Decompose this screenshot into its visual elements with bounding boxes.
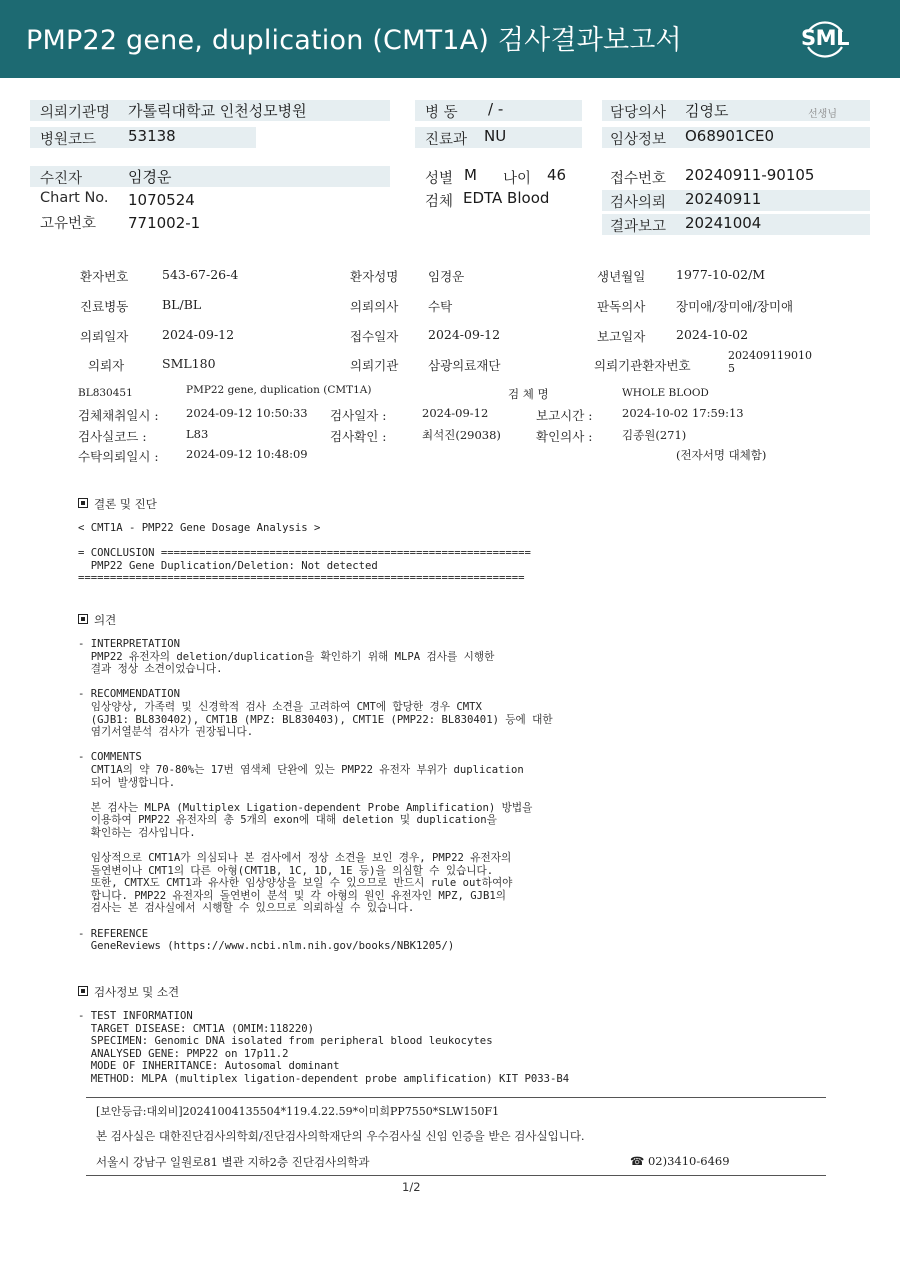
result-label: 결과보고 (610, 219, 667, 235)
specimen-name-label: 검 체 명 (508, 387, 549, 401)
report-req-org-label: 의뢰기관 (350, 358, 399, 373)
sml-logo (800, 14, 850, 64)
square-bullet-icon (78, 498, 88, 508)
report-requester: SML180 (162, 356, 216, 371)
report-birth: 1977-10-02/M (676, 267, 766, 282)
lab-code: L83 (186, 427, 209, 441)
report-patient-name-label: 환자성명 (350, 269, 399, 284)
doctor-value: 김영도 (685, 102, 729, 120)
logo-text: SML (801, 26, 849, 50)
test-confirm-label: 검사확인 : (330, 429, 387, 444)
hospcode-label: 병원코드 (40, 132, 97, 148)
dept-label: 진료과 (425, 132, 468, 148)
report-req-doctor: 수탁 (428, 299, 453, 314)
hospital-label: 의뢰기관명 (40, 105, 111, 121)
chart-value: 1070524 (128, 191, 195, 209)
report-ward-label: 진료병동 (80, 299, 129, 314)
test-date: 2024-09-12 (422, 406, 489, 420)
report-patient-no: 543-67-26-4 (162, 267, 239, 282)
report-receipt-date-label: 접수일자 (350, 329, 399, 344)
lab-code-label: 검사실코드 : (78, 429, 147, 444)
ward-value: / - (488, 100, 504, 118)
report-patient-name: 임경운 (428, 269, 465, 284)
report-req-date: 2024-09-12 (162, 327, 235, 342)
sex-value: M (464, 166, 477, 184)
test-code: BL830451 (78, 387, 133, 399)
section-conclusion-heading (78, 496, 157, 512)
clinical-label: 임상정보 (610, 132, 667, 148)
report-org-patient-no-tail: 5 (728, 362, 735, 375)
report-reader: 장미애/장미애/장미애 (676, 299, 794, 314)
clinical-value: O68901CE0 (685, 127, 775, 145)
footer-bottom-divider (86, 1175, 826, 1176)
report-report-date-label: 보고일자 (597, 329, 646, 344)
hospital-value: 가톨릭대학교 인천성모병원 (128, 102, 307, 120)
specimen-value: EDTA Blood (463, 189, 550, 207)
confirm-doctor-label: 확인의사 : (536, 429, 593, 444)
uid-label: 고유번호 (40, 216, 97, 232)
test-date-label: 검사일자 : (330, 408, 387, 423)
page-title: PMP22 gene, duplication (CMT1A) 검사결과보고서 (26, 25, 682, 56)
report-req-org: 삼광의료재단 (428, 358, 501, 373)
section-testinfo-body: - TEST INFORMATION TARGET DISEASE: CMT1A (OMIM:118220) SPECIMEN: Genomic DNA isolated from peripheral blood leukocytes ANALYSED GENE: PMP22 on 17p11.2 MODE OF INHERITANCE: Autosomal dominant METHOD: MLPA (multiplex ligation-dependent probe amplification) KIT P033-B4 (78, 1010, 570, 1085)
section-opinion-title: 의견 (94, 613, 117, 627)
certification-text: 본 검사실은 대한진단검사의학회/진단검사의학재단의 우수검사실 신임 인증을 받은 검사실입니다. (96, 1129, 585, 1143)
section-conclusion-body: < CMT1A - PMP22 Gene Dosage Analysis > = CONCLUSION ========================================================== PMP22 Gene Duplication/Deletion: Not detected ====================================================================== (78, 522, 531, 585)
section-opinion-body: - INTERPRETATION PMP22 유전자의 deletion/duplication을 확인하기 위해 MLPA 검사를 시행한 결과 정상 소견이었습니다. - RECOMMENDATION 임상양상, 가족력 및 신경학적 검사 소견을 고려하여 CMT에 합당한 경우 CMTX (GJB1: BL830402), CMT1B (MPZ: BL830403), CMT1E (PMP22: BL830401) 등에 대한 염기서열분석 검사가 권장됩니다. - COMMENTS CMT1A의 약 70-80%는 17번 염색체 단완에 있는 PMP22 유전자 부위가 duplication 되어 발생합니다. 본 검사는 MLPA (Multiplex Ligation-dependent Probe Amplification) 방법을 이용하여 PMP22 유전자의 총 5개의 exon에 대해 deletion 및 duplication을 확인하는 검사입니다. 임상적으로 CMT1A가 의심되나 본 검사에서 정상 소견을 보인 경우, PMP22 유전자의 돌연변이나 CMT1의 다른 아형(CMT1B, 1C, 1D, 1E 등)을 의심할 수 있습니다. 또한, CMTX도 CMT1과 유사한 임상양상을 보일 수 있으므로 반드시 rule out하여야 합니다. PMP22 유전자의 돌연변이 분석 및 각 아형의 원인 유전자인 MPZ, GJB1의 검사는 본 검사실에서 시행할 수 있으므로 의뢰하실 수 있습니다. - REFERENCE GeneReviews (https://www.ncbi.nlm.nih.gov/books/NBK1205/) (78, 638, 553, 953)
report-birth-label: 생년월일 (597, 269, 646, 284)
collect-time-label: 검체채취일시 : (78, 408, 159, 423)
section-testinfo-heading (78, 984, 179, 1000)
lab-address: 서울시 강남구 일원로81 별관 지하2층 진단검사의학과 (96, 1155, 370, 1169)
request-value: 20240911 (685, 190, 762, 208)
report-req-date-label: 의뢰일자 (80, 329, 129, 344)
square-bullet-icon (78, 614, 88, 624)
doctor-label: 담당의사 (610, 105, 667, 121)
section-conclusion-title: 결론 및 진단 (94, 497, 157, 511)
age-label: 나이 (503, 171, 532, 187)
confirm-doctor: 김종원(271) (622, 428, 687, 442)
report-time-label: 보고시간 : (536, 408, 593, 423)
request-label: 검사의뢰 (610, 195, 667, 211)
report-receipt-date: 2024-09-12 (428, 327, 501, 342)
section-testinfo-title: 검사정보 및 소견 (94, 985, 180, 999)
patient-box (30, 166, 390, 187)
consign-time-label: 수탁의뢰일시 : (78, 449, 159, 464)
ward-label: 병 동 (425, 105, 458, 121)
collect-time: 2024-09-12 10:50:33 (186, 406, 308, 420)
page-number: 1/2 (402, 1180, 421, 1194)
patient-label: 수진자 (40, 171, 83, 187)
esign-note: (전자서명 대체함) (676, 448, 767, 462)
report-requester-label: 의뢰자 (88, 358, 125, 373)
doctor-suffix: 선생님 (808, 109, 837, 120)
test-confirm: 최석진(29038) (422, 428, 501, 442)
report-org-patient-no: 202409119010 (728, 349, 812, 362)
consign-time: 2024-09-12 10:48:09 (186, 447, 308, 461)
security-line: [보안등급:대외비]20241004135504*119.4.22.59*이미희PP7550*SLW150F1 (96, 1105, 500, 1118)
report-report-date: 2024-10-02 (676, 327, 749, 342)
sex-label: 성별 (425, 171, 454, 187)
lab-phone: ☎ 02)3410-6469 (630, 1154, 730, 1168)
chart-label: Chart No. (40, 190, 109, 206)
report-org-patient-no-label: 의뢰기관환자번호 (594, 358, 691, 373)
report-patient-no-label: 환자번호 (80, 269, 129, 284)
test-name: PMP22 gene, duplication (CMT1A) (186, 384, 372, 396)
report-req-doctor-label: 의뢰의사 (350, 299, 399, 314)
specimen-label: 검체 (425, 194, 454, 210)
footer-top-divider (86, 1097, 826, 1098)
hospcode-value: 53138 (128, 127, 176, 145)
report-time: 2024-10-02 17:59:13 (622, 406, 744, 420)
square-bullet-icon (78, 986, 88, 996)
dept-value: NU (484, 127, 507, 145)
result-value: 20241004 (685, 214, 762, 232)
report-reader-label: 판독의사 (597, 299, 646, 314)
receipt-value: 20240911-90105 (685, 166, 815, 184)
section-opinion-heading (78, 612, 116, 628)
report-header (0, 0, 900, 78)
patient-value: 임경운 (128, 168, 172, 186)
receipt-label: 접수번호 (610, 171, 667, 187)
uid-value: 771002-1 (128, 214, 201, 232)
report-ward: BL/BL (162, 297, 202, 312)
specimen-name-value: WHOLE BLOOD (622, 387, 709, 399)
age-value: 46 (547, 166, 567, 184)
